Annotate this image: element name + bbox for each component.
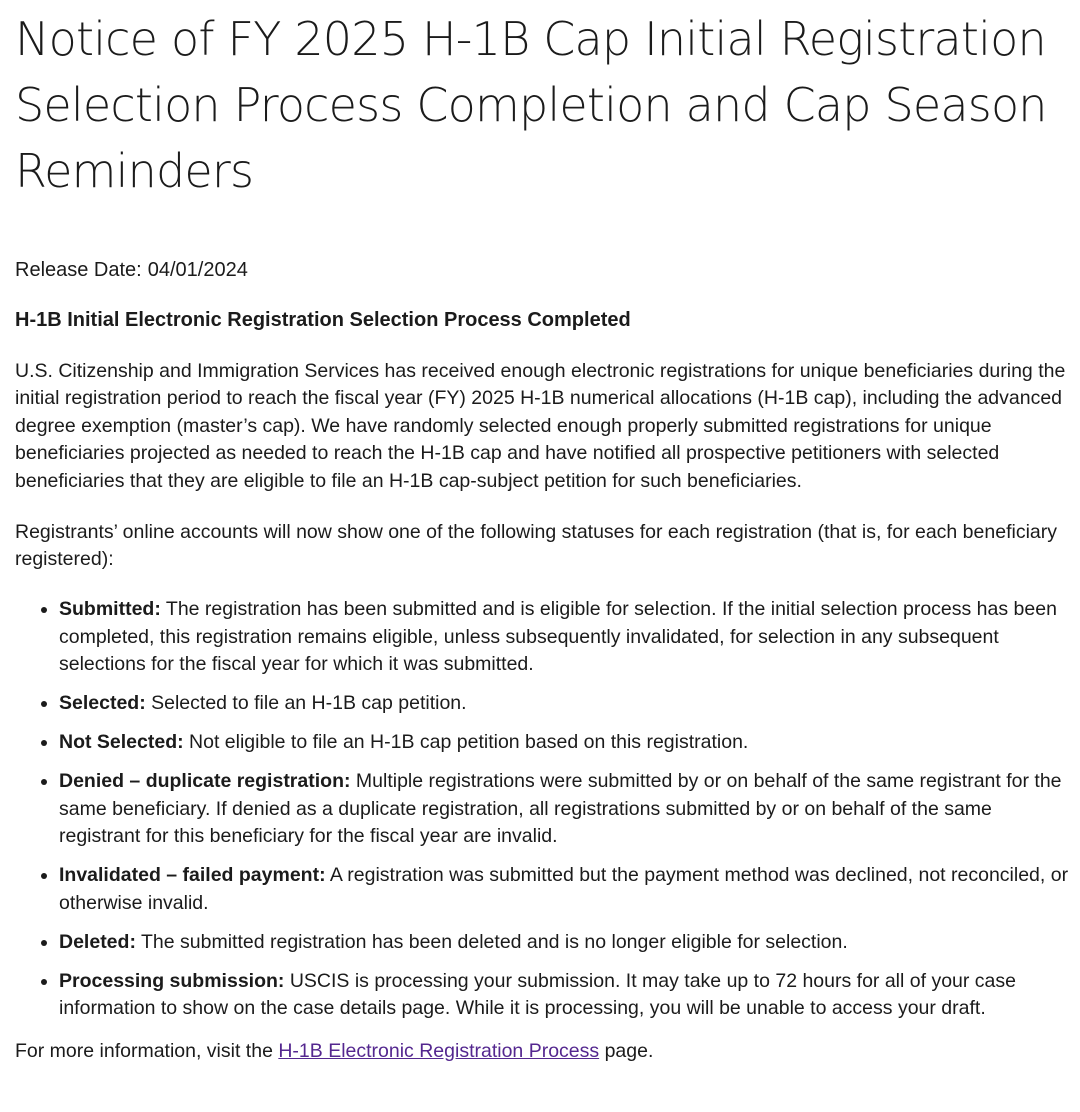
status-list (15, 596, 1074, 1023)
status-term: Processing submission: (59, 969, 285, 992)
status-item-invalidated-payment (59, 862, 1074, 918)
status-description: The registration has been submitted and is eligible for selection. If the initial selection process has been completed, this registration remains eligible, unless subsequently invalidated, for selection in any subsequent selections for the fiscal year for which it was submitted. (59, 597, 1057, 676)
release-date-label: Release Date: (15, 259, 142, 281)
status-term: Not Selected: (59, 731, 184, 754)
status-description: A registration was submitted but the payment method was declined, not reconciled, or otherwise invalid. (59, 864, 1069, 915)
status-term: Invalidated – failed payment: (59, 864, 326, 887)
status-description: Multiple registrations were submitted by or on behalf of the same registrant for the same beneficiary. If denied as a duplicate registration, all registrations submitted by or on behalf of the same registrant for this beneficiary for the fiscal year are invalid. (59, 769, 1062, 848)
status-description: The submitted registration has been deleted and is no longer eligible for selection. (141, 930, 848, 953)
status-item-selected (59, 690, 1074, 718)
release-date (15, 258, 1074, 282)
release-date-value: 04/01/2024 (147, 259, 248, 281)
more-info-prefix: For more information, visit the (15, 1040, 273, 1063)
status-term: Deleted: (59, 930, 136, 953)
section-heading: H-1B Initial Electronic Registration Selection Process Completed (15, 309, 631, 331)
status-description: Selected to file an H-1B cap petition. (151, 692, 467, 715)
status-item-submitted (59, 596, 1074, 679)
status-item-not-selected (59, 729, 1074, 757)
status-description: USCIS is processing your submission. It may take up to 72 hours for all of your case information to show on the case details page. While it is processing, you will be unable to access your draft. (59, 969, 1016, 1020)
intro-paragraph: U.S. Citizenship and Immigration Services has received enough electronic registrations for unique beneficiaries during the initial registration period to reach the fiscal year (FY) 2025 H-1B numerical allocations (H-1B cap), including the advanced degree exemption (master’s cap). We have randomly selected enough properly submitted registrations for unique beneficiaries projected as needed to reach the H-1B cap and have notified all prospective petitioners with selected beneficiaries that they are eligible to file an H-1B cap-subject petition for such beneficiaries. (15, 360, 1066, 492)
status-item-deleted (59, 929, 1074, 957)
status-term: Submitted: (59, 597, 161, 620)
statuses-intro-paragraph: Registrants’ online accounts will now show one of the following statuses for each registration (that is, for each beneficiary registered): (15, 521, 1057, 571)
more-info-line (15, 1037, 1074, 1065)
status-description: Not eligible to file an H-1B cap petition based on this registration. (189, 731, 749, 754)
more-info-suffix: page. (604, 1040, 654, 1063)
status-term: Denied – duplicate registration: (59, 769, 351, 792)
page-title: Notice of FY 2025 H-1B Cap Initial Registration Selection Process Completion and Cap Season Reminders (15, 12, 1047, 198)
status-item-processing (59, 968, 1074, 1024)
status-term: Selected: (59, 692, 146, 715)
status-item-denied-duplicate (59, 768, 1074, 851)
h1b-registration-process-link[interactable]: H-1B Electronic Registration Process (278, 1040, 600, 1063)
